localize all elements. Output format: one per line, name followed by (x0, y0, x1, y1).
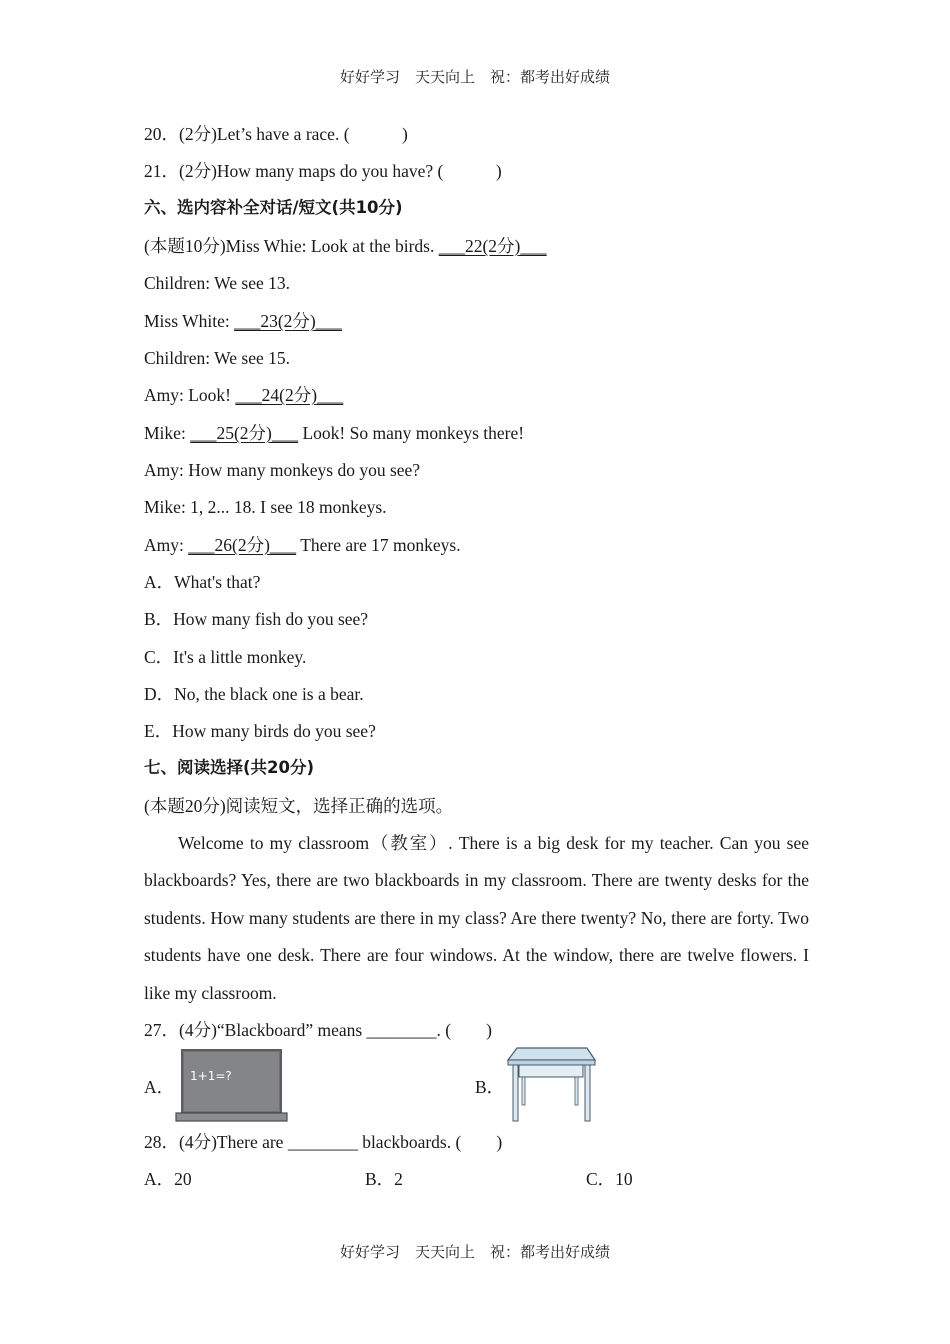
dialog-line-9-text: Amy: (144, 535, 189, 555)
section-6-title: 六、选内容补全对话/短文(共10分) (144, 198, 403, 217)
dialog-line-3-text: Miss White: (144, 311, 235, 331)
dialog-line-6 (144, 422, 524, 444)
option-d: D．No, the black one is a bear. (144, 684, 364, 704)
q27-option-b-label: B． (475, 1077, 505, 1097)
blank-22: ___22(2分)___ (438, 236, 547, 256)
dialog-line-1 (144, 235, 547, 257)
desk-image (505, 1046, 597, 1124)
question-21: 21．(2分)How many maps do you have? ( ) (144, 161, 502, 181)
option-c: C．It's a little monkey. (144, 647, 307, 667)
q28-option-a: A．20 (144, 1169, 192, 1189)
dialog-line-2: Children: We see 13. (144, 273, 291, 293)
q28-option-c: C．10 (586, 1169, 633, 1189)
blank-26: ___26(2分)___ (188, 535, 297, 555)
page-header: 好好学习 天天向上 祝：都考出好成绩 (339, 68, 610, 86)
option-b: B．How many fish do you see? (144, 609, 369, 629)
dialog-line-8: Mike: 1, 2... 18. I see 18 monkeys. (144, 497, 387, 517)
dialog-line-9-suffix: There are 17 monkeys. (296, 535, 461, 555)
dialog-line-9 (144, 534, 461, 556)
dialog-line-3 (144, 310, 342, 332)
question-27: 27．(4分)“Blackboard” means ________. ( ) (144, 1020, 492, 1040)
dialog-line-6-suffix: Look! So many monkeys there! (298, 423, 525, 443)
dialog-line-5 (144, 384, 343, 406)
q27-option-a-label: A． (144, 1077, 175, 1097)
option-e: E．How many birds do you see? (144, 721, 376, 741)
blank-24: ___24(2分)___ (235, 385, 344, 405)
question-28: 28．(4分)There are ________ blackboards. ( ) (144, 1132, 503, 1152)
reading-passage: Welcome to my classroom（教室）. There is a big desk for my teacher. Can you see blackboards? Yes, there are two blackboards in my classroom. There are twenty desks for the students. How many students are there in my class? Are there twenty? No, there are forty. Two students have one desk. There are four windows. At the window, there are twelve flowers. I like my classroom. (144, 833, 809, 1003)
dialog-line-1-text: (本题10分)Miss Whie: Look at the birds. (144, 236, 439, 256)
blank-23: ___23(2分)___ (234, 311, 343, 331)
dialog-line-4: Children: We see 15. (144, 348, 291, 368)
blackboard-text: 1+1=? (190, 1069, 232, 1083)
page-footer: 好好学习 天天向上 祝：都考出好成绩 (339, 1243, 610, 1261)
dialog-line-7: Amy: How many monkeys do you see? (144, 460, 421, 480)
option-a: A．What's that? (144, 572, 261, 592)
question-20: 20．(2分)Let’s have a race. ( ) (144, 124, 408, 144)
blank-25: ___25(2分)___ (190, 423, 299, 443)
q28-option-b: B．2 (365, 1169, 403, 1189)
reading-intro: (本题20分)阅读短文，选择正确的选项。 (144, 796, 454, 816)
dialog-line-6-text: Mike: (144, 423, 191, 443)
section-7-title: 七、阅读选择(共20分) (144, 758, 315, 777)
blackboard-image (175, 1049, 289, 1123)
dialog-line-5-text: Amy: Look! (144, 385, 236, 405)
